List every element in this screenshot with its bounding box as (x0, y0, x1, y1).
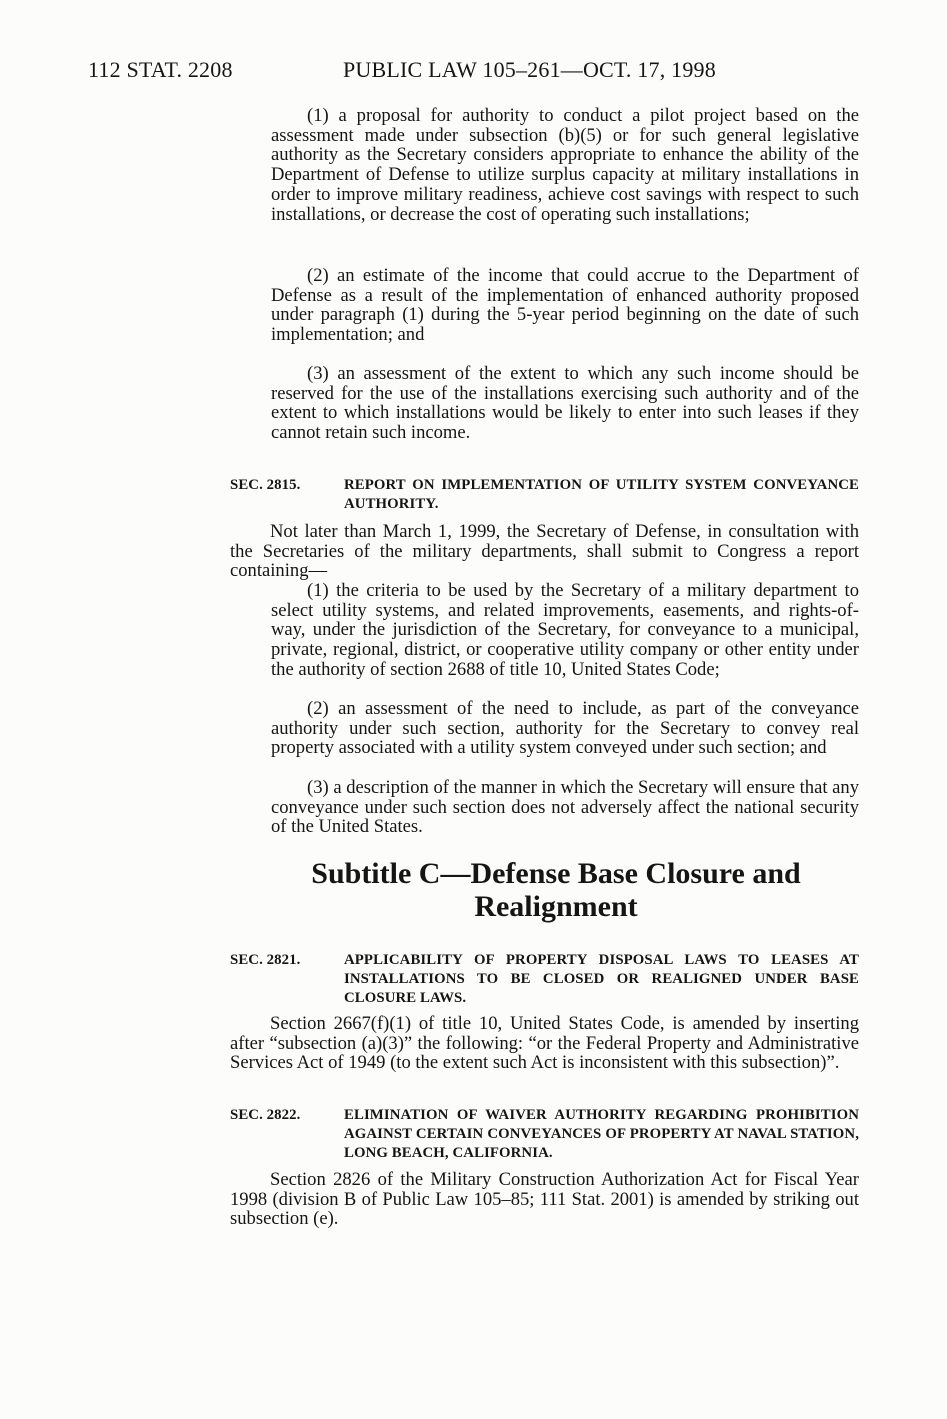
subtitle-heading (228, 857, 884, 923)
section-title: ELIMINATION OF WAIVER AUTHORITY REGARDING PROHIBITION AGAINST CERTAIN CONVEYANCES OF PROPERTY AT NAVAL STATION, LONG BEACH, CALIFORNIA. (344, 1107, 859, 1161)
section-title: APPLICABILITY OF PROPERTY DISPOSAL LAWS TO LEASES AT INSTALLATIONS TO BE CLOSED OR REALIGNED UNDER BASE CLOSURE LAWS. (344, 952, 859, 1006)
section-2815-item-3: (3) a description of the manner in which the Secretary will ensure that any conveyance under such section does not adversely affect the national security of the United States. (271, 777, 859, 838)
section-title: REPORT ON IMPLEMENTATION OF UTILITY SYSTEM CONVEYANCE AUTHORITY. (344, 477, 859, 512)
continued-item-3: (3) an assessment of the extent to which any such income should be reserved for the use of the installations exercising such authority and of the extent to which installations would be likely to enter into such leases if they cannot retain such income. (271, 363, 859, 444)
section-2822-heading (230, 1106, 859, 1163)
section-2815-intro: Not later than March 1, 1999, the Secretary of Defense, in consultation with the Secretaries of the military departments, shall submit to Congress a report containing— (230, 521, 859, 582)
subtitle-line-1: Subtitle C—Defense Base Closure and (311, 857, 801, 890)
section-number: SEC. 2821. (230, 952, 301, 968)
continued-item-1: (1) a proposal for authority to conduct a pilot project based on the assessment made under subsection (b)(5) or for such general legislative authority as the Secretary considers appropriate to enhance the ability of the Department of Defense to utilize surplus capacity at military installations in order to improve military readiness, achieve cost savings with respect to such installations, or decrease the cost of operating such installations; (271, 105, 859, 225)
public-law-header: PUBLIC LAW 105–261—OCT. 17, 1998 (343, 57, 716, 82)
section-2821-body: Section 2667(f)(1) of title 10, United States Code, is amended by inserting after “subsection (a)(3)” the following: “or the Federal Property and Administrative Services Act of 1949 (to the extent such Act is inconsistent with this subsection)”. (230, 1013, 859, 1074)
statute-page-number: 112 STAT. 2208 (88, 57, 233, 82)
continued-item-2: (2) an estimate of the income that could accrue to the Department of Defense as a result of the implementation of enhanced authority proposed under paragraph (1) during the 5-year period beginning on the date of such implementation; and (271, 265, 859, 346)
section-2815-heading (230, 476, 859, 514)
section-2822-body: Section 2826 of the Military Construction Authorization Act for Fiscal Year 1998 (division B of Public Law 105–85; 111 Stat. 2001) is amended by striking out subsection (e). (230, 1169, 859, 1230)
section-2815-item-2: (2) an assessment of the need to include, as part of the conveyance authority under such section, authority for the Secretary to convey real property associated with a utility system conveyed under such section; and (271, 698, 859, 759)
section-number: SEC. 2822. (230, 1107, 301, 1123)
section-number: SEC. 2815. (230, 477, 301, 493)
section-2815-item-1: (1) the criteria to be used by the Secretary of a military department to select utility systems, and related improvements, easements, and rights-of-way, under the jurisdiction of the Secretary, for conveyance to a municipal, private, regional, district, or cooperative utility company or other entity under the authority of section 2688 of title 10, United States Code; (271, 580, 859, 680)
subtitle-line-2: Realignment (474, 890, 638, 923)
section-2821-heading (230, 951, 859, 1008)
